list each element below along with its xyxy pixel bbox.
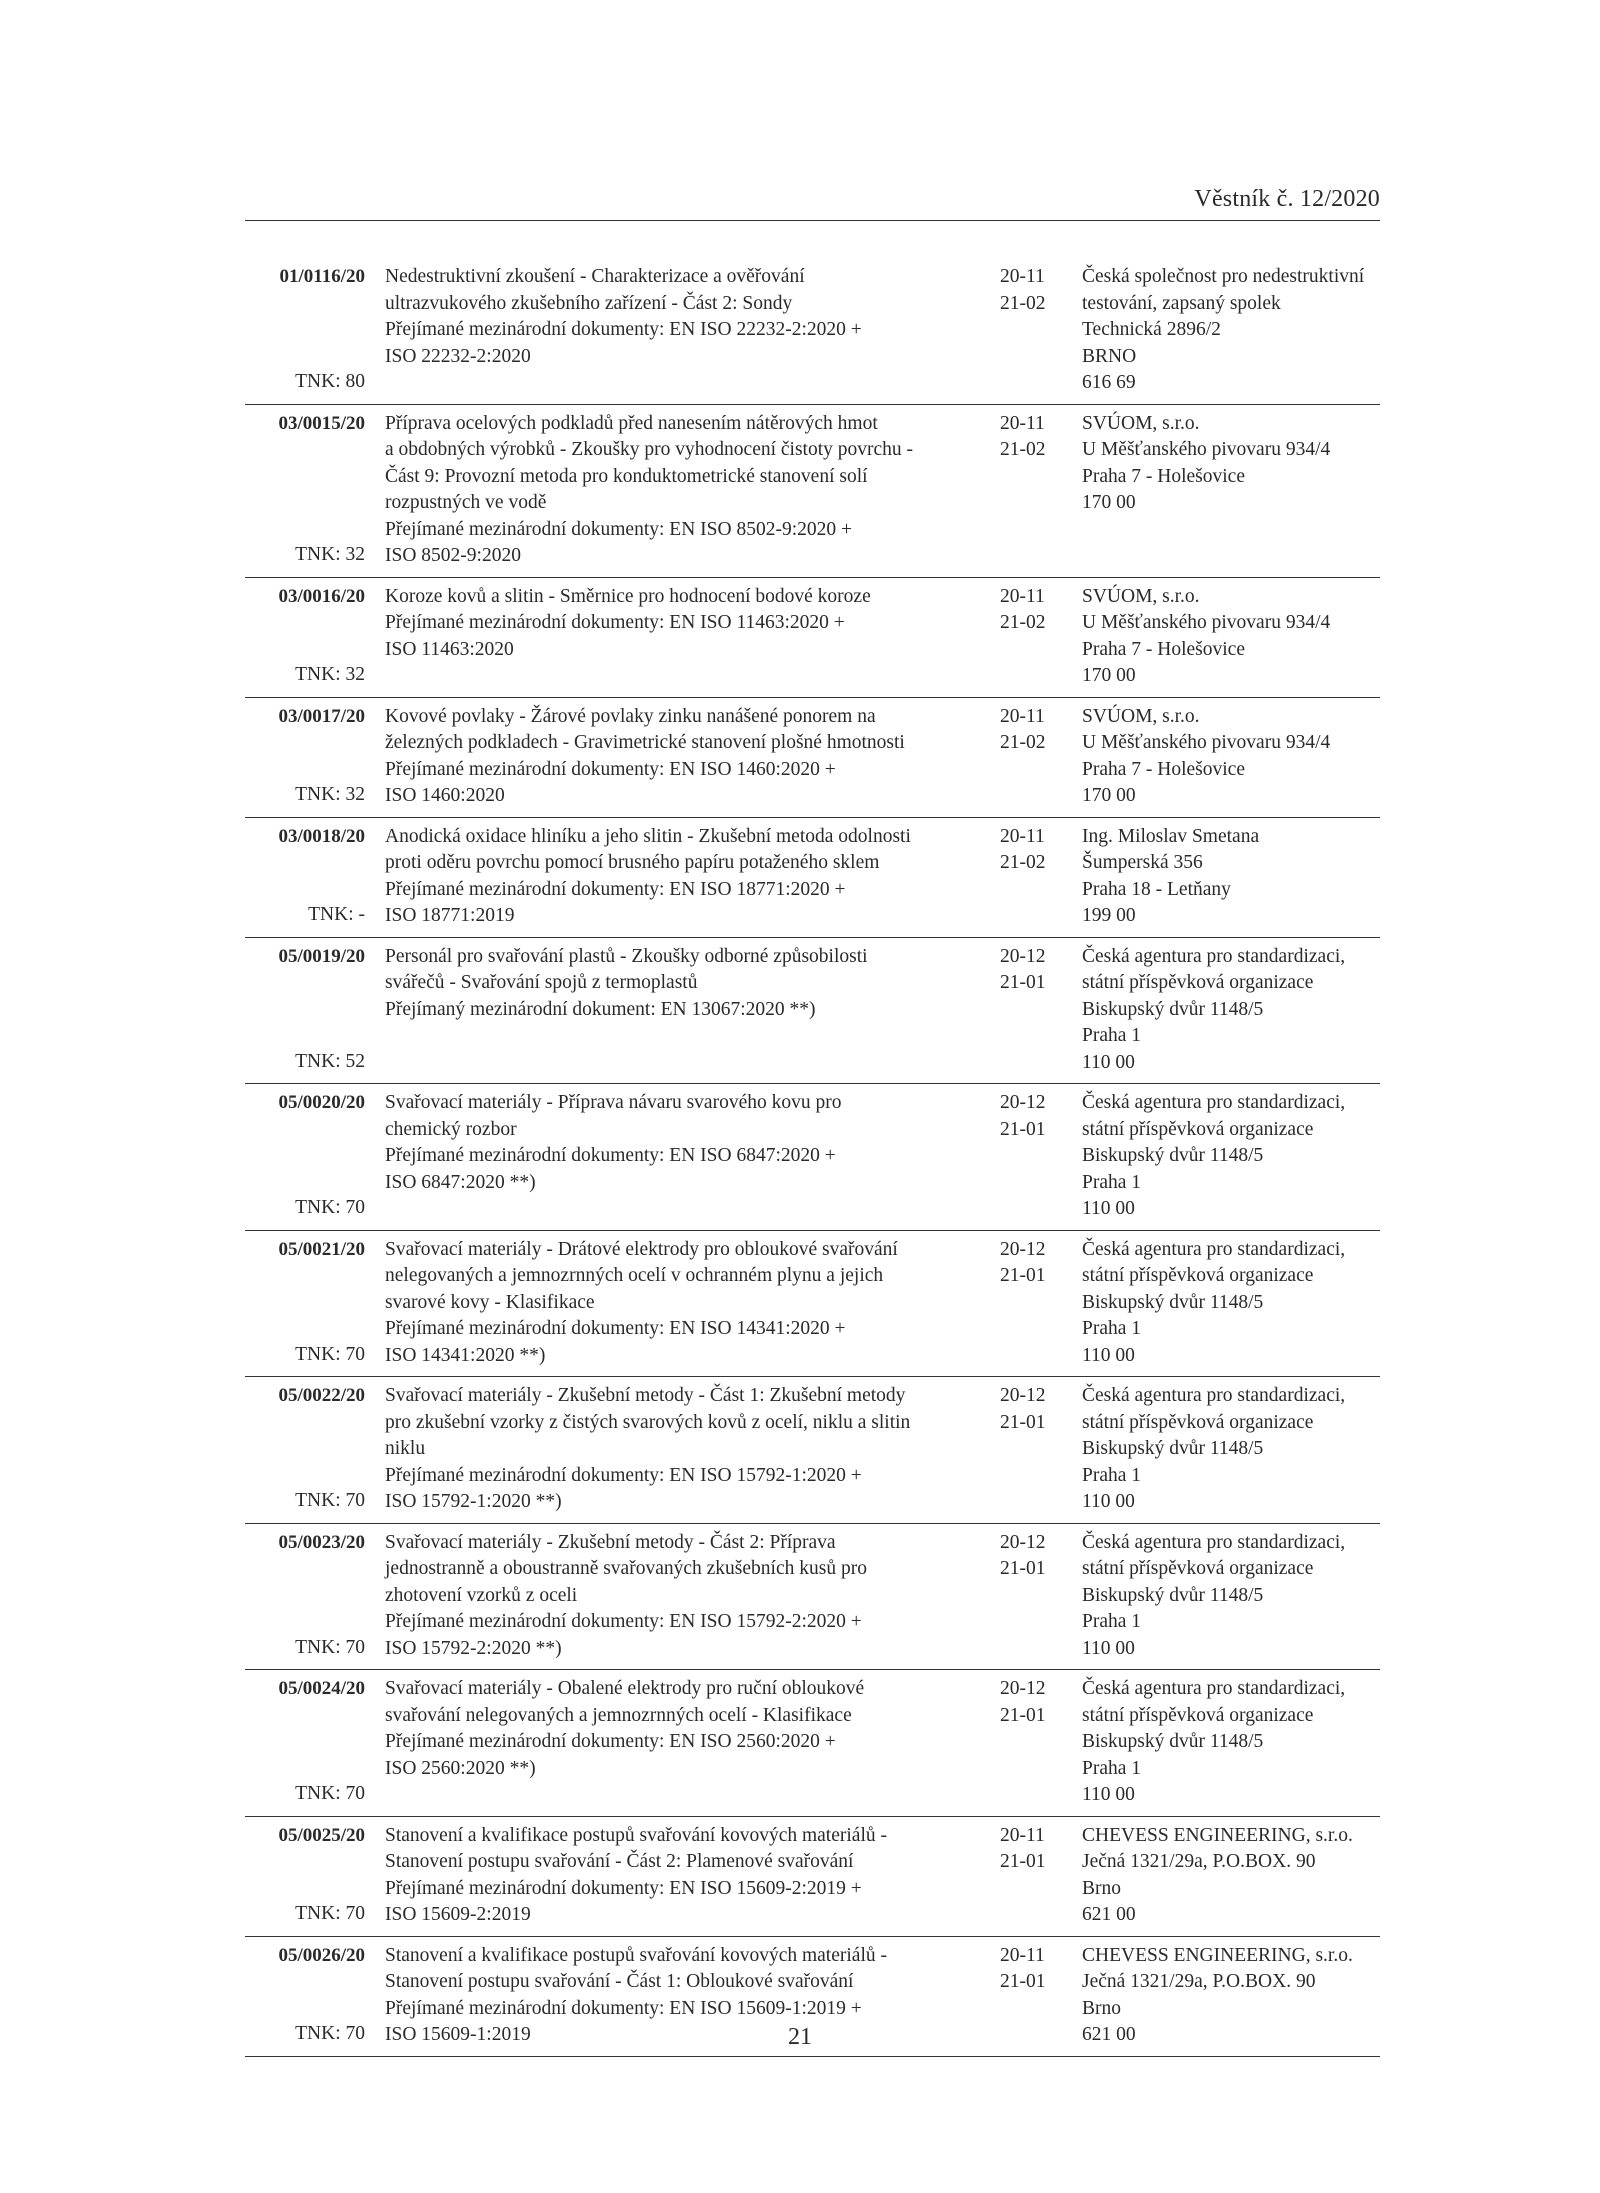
entry-tnk: TNK: 70 xyxy=(295,1783,365,1804)
entry-contact xyxy=(1082,584,1382,690)
date-line: 21-02 xyxy=(1000,292,1046,314)
date-line: 20-12 xyxy=(1000,1238,1046,1260)
entry-description xyxy=(385,944,980,1024)
entry-code: 03/0015/20 xyxy=(278,412,365,434)
entry-dates xyxy=(1000,944,1070,997)
entry-code: 05/0025/20 xyxy=(278,1824,365,1846)
description-line: ISO 6847:2020 **) xyxy=(385,1171,536,1193)
date-line: 20-11 xyxy=(1000,412,1045,434)
entry-dates xyxy=(1000,411,1070,464)
description-line: ISO 15609-1:2019 xyxy=(385,2024,531,2045)
date-line: 20-11 xyxy=(1000,825,1045,847)
entry-contact xyxy=(1082,1383,1382,1516)
description-line: ISO 15792-2:2020 **) xyxy=(385,1637,562,1659)
standards-table xyxy=(245,258,1380,2057)
entry-tnk: TNK: 32 xyxy=(295,544,365,565)
description-line: ISO 2560:2020 **) xyxy=(385,1757,536,1779)
entry-dates xyxy=(1000,1090,1070,1143)
contact-line: Biskupský dvůr 1148/5 xyxy=(1082,1731,1264,1752)
entry-id-cell xyxy=(245,1090,365,1222)
entry-tnk: TNK: 70 xyxy=(295,2023,365,2044)
contact-line: CHEVESS ENGINEERING, s.r.o. xyxy=(1082,1824,1353,1846)
description-line: Svařovací materiály - Zkušební metody - Část 2: Příprava xyxy=(385,1531,836,1553)
entry-code: 05/0021/20 xyxy=(278,1238,365,1260)
date-line: 21-02 xyxy=(1000,732,1046,753)
contact-line: Česká agentura pro standardizaci, xyxy=(1082,1238,1346,1260)
contact-line: státní příspěvková organizace xyxy=(1082,1118,1314,1140)
contact-line: Praha 1 xyxy=(1082,1611,1142,1632)
entry-tnk: TNK: 32 xyxy=(295,664,365,685)
entry-contact xyxy=(1082,1676,1382,1809)
description-line: Koroze kovů a slitin - Směrnice pro hodnocení bodové koroze xyxy=(385,585,871,607)
table-row xyxy=(245,1524,1380,1671)
entry-id-cell xyxy=(245,1383,365,1515)
entry-id-cell xyxy=(245,411,365,569)
contact-line: Česká společnost pro nedestruktivní xyxy=(1082,266,1365,287)
entry-dates xyxy=(1000,1237,1070,1290)
description-line: Přejímané mezinárodní dokumenty: EN ISO 14341:2020 + xyxy=(385,1318,846,1339)
entry-id-cell xyxy=(245,824,365,929)
contact-line: 170 00 xyxy=(1082,492,1136,513)
contact-line: Šumperská 356 xyxy=(1082,852,1203,873)
description-line: Stanovení a kvalifikace postupů svařování kovových materiálů - xyxy=(385,1944,887,1966)
contact-line: Technická 2896/2 xyxy=(1082,319,1221,340)
description-line: niklu xyxy=(385,1438,426,1459)
date-line: 21-01 xyxy=(1000,972,1046,993)
entry-description xyxy=(385,824,980,930)
contact-line: U Měšťanského pivovaru 934/4 xyxy=(1082,612,1331,633)
entry-id-cell xyxy=(245,1237,365,1369)
table-row xyxy=(245,1084,1380,1231)
entry-id-cell xyxy=(245,944,365,1076)
entry-tnk: TNK: 32 xyxy=(295,784,365,805)
date-line: 21-01 xyxy=(1000,1411,1046,1433)
description-line: Stanovení postupu svařování - Část 1: Obloukové svařování xyxy=(385,1971,854,1992)
contact-line: 170 00 xyxy=(1082,665,1136,686)
description-line: Přejímané mezinárodní dokumenty: EN ISO 2560:2020 + xyxy=(385,1731,836,1752)
contact-line: Praha 1 xyxy=(1082,1025,1142,1046)
contact-line: Brno xyxy=(1082,1997,1121,2019)
description-line: ISO 14341:2020 **) xyxy=(385,1344,546,1366)
table-row xyxy=(245,405,1380,578)
table-row xyxy=(245,258,1380,405)
entry-tnk: TNK: - xyxy=(308,904,365,925)
contact-line: Biskupský dvůr 1148/5 xyxy=(1082,1145,1264,1166)
table-row xyxy=(245,1670,1380,1817)
description-line: a obdobných výrobků - Zkoušky pro vyhodnocení čistoty povrchu - xyxy=(385,439,914,460)
entry-contact xyxy=(1082,1090,1382,1223)
contact-line: státní příspěvková organizace xyxy=(1082,1265,1314,1286)
description-line: ISO 8502-9:2020 xyxy=(385,545,521,566)
date-line: 20-11 xyxy=(1000,266,1045,287)
contact-line: Česká agentura pro standardizaci, xyxy=(1082,945,1346,967)
description-line: ISO 15609-2:2019 xyxy=(385,1904,531,1925)
contact-line: Ing. Miloslav Smetana xyxy=(1082,825,1260,847)
description-line: svarové kovy - Klasifikace xyxy=(385,1291,595,1313)
contact-line: 199 00 xyxy=(1082,905,1136,926)
entry-description xyxy=(385,264,980,370)
entry-id-cell xyxy=(245,704,365,809)
date-line: 20-11 xyxy=(1000,585,1045,607)
description-line: Svařovací materiály - Obalené elektrody pro ruční obloukové xyxy=(385,1678,865,1699)
contact-line: Praha 18 - Letňany xyxy=(1082,878,1231,900)
entry-contact xyxy=(1082,1237,1382,1370)
description-line: Přejímané mezinárodní dokumenty: EN ISO 15609-1:2019 + xyxy=(385,1997,862,2019)
description-line: rozpustných ve vodě xyxy=(385,492,547,513)
date-line: 20-12 xyxy=(1000,1092,1046,1113)
entry-contact xyxy=(1082,1530,1382,1663)
date-line: 21-02 xyxy=(1000,612,1046,633)
contact-line: Biskupský dvůr 1148/5 xyxy=(1082,1584,1264,1606)
entry-dates xyxy=(1000,1823,1070,1876)
entry-id-cell xyxy=(245,1676,365,1808)
description-line: Stanovení a kvalifikace postupů svařování kovových materiálů - xyxy=(385,1824,887,1846)
contact-line: 621 00 xyxy=(1082,2024,1136,2045)
description-line: Kovové povlaky - Žárové povlaky zinku nanášené ponorem na xyxy=(385,705,876,727)
description-line: Anodická oxidace hliníku a jeho slitin - Zkušební metoda odolnosti xyxy=(385,825,911,847)
entry-tnk: TNK: 80 xyxy=(295,371,365,392)
date-line: 20-12 xyxy=(1000,1678,1046,1699)
contact-line: státní příspěvková organizace xyxy=(1082,1704,1314,1726)
entry-contact xyxy=(1082,411,1382,517)
contact-line: 110 00 xyxy=(1082,1491,1135,1512)
description-line: Přejímané mezinárodní dokumenty: EN ISO 15792-1:2020 + xyxy=(385,1464,862,1486)
contact-line: 110 00 xyxy=(1082,1198,1135,1219)
description-line: chemický rozbor xyxy=(385,1118,517,1140)
entry-contact xyxy=(1082,704,1382,810)
contact-line: SVÚOM, s.r.o. xyxy=(1082,705,1200,727)
entry-dates xyxy=(1000,704,1070,757)
description-line: Část 9: Provozní metoda pro konduktometrické stanovení solí xyxy=(385,465,868,487)
description-line: Přejímané mezinárodní dokumenty: EN ISO 6847:2020 + xyxy=(385,1145,836,1166)
entry-tnk: TNK: 70 xyxy=(295,1197,365,1218)
contact-line: SVÚOM, s.r.o. xyxy=(1082,585,1200,607)
entry-code: 05/0023/20 xyxy=(278,1531,365,1553)
entry-description xyxy=(385,1823,980,1929)
contact-line: Česká agentura pro standardizaci, xyxy=(1082,1678,1346,1699)
description-line: proti oděru povrchu pomocí brusného papíru potaženého sklem xyxy=(385,852,880,873)
entry-description xyxy=(385,704,980,810)
contact-line: testování, zapsaný spolek xyxy=(1082,292,1281,314)
entry-code: 03/0018/20 xyxy=(278,825,365,847)
date-line: 20-11 xyxy=(1000,1824,1045,1846)
date-line: 20-12 xyxy=(1000,945,1046,967)
entry-dates xyxy=(1000,1530,1070,1583)
contact-line: Česká agentura pro standardizaci, xyxy=(1082,1385,1346,1406)
entry-code: 05/0026/20 xyxy=(278,1944,365,1966)
description-line: ISO 18771:2019 xyxy=(385,905,515,926)
entry-description xyxy=(385,1530,980,1663)
date-line: 20-12 xyxy=(1000,1385,1046,1406)
contact-line: Ječná 1321/29a, P.O.BOX. 90 xyxy=(1082,1971,1316,1992)
page-header xyxy=(245,186,1380,221)
contact-line: Praha 1 xyxy=(1082,1318,1142,1339)
contact-line: 110 00 xyxy=(1082,1637,1135,1659)
entry-code: 01/0116/20 xyxy=(279,266,365,287)
description-line: nelegovaných a jemnozrnných ocelí v ochranném plynu a jejich xyxy=(385,1265,884,1286)
contact-line: 110 00 xyxy=(1082,1051,1135,1073)
contact-line: Biskupský dvůr 1148/5 xyxy=(1082,1438,1264,1459)
contact-line: Ječná 1321/29a, P.O.BOX. 90 xyxy=(1082,1851,1316,1872)
date-line: 21-01 xyxy=(1000,1851,1046,1872)
contact-line: Biskupský dvůr 1148/5 xyxy=(1082,998,1264,1020)
entry-id-cell xyxy=(245,584,365,689)
description-line: Svařovací materiály - Zkušební metody - Část 1: Zkušební metody xyxy=(385,1385,906,1406)
description-line: Přejímané mezinárodní dokumenty: EN ISO 18771:2020 + xyxy=(385,878,846,900)
entry-tnk: TNK: 70 xyxy=(295,1903,365,1924)
entry-contact xyxy=(1082,824,1382,930)
date-line: 21-01 xyxy=(1000,1118,1046,1140)
date-line: 20-11 xyxy=(1000,705,1045,727)
entry-code: 05/0020/20 xyxy=(278,1092,365,1113)
entry-dates xyxy=(1000,1676,1070,1729)
contact-line: státní příspěvková organizace xyxy=(1082,972,1314,993)
description-line: Přejímané mezinárodní dokumenty: EN ISO 22232-2:2020 + xyxy=(385,319,862,340)
entry-tnk: TNK: 70 xyxy=(295,1636,365,1658)
entry-tnk: TNK: 52 xyxy=(295,1050,365,1072)
description-line: zhotovení vzorků z oceli xyxy=(385,1584,578,1606)
description-line: svařování nelegovaných a jemnozrnných ocelí - Klasifikace xyxy=(385,1704,852,1726)
table-row xyxy=(245,938,1380,1085)
date-line: 21-01 xyxy=(1000,1704,1046,1726)
description-line: Přejímané mezinárodní dokumenty: EN ISO 1460:2020 + xyxy=(385,758,836,780)
entry-code: 05/0019/20 xyxy=(278,945,365,967)
entry-description xyxy=(385,1383,980,1516)
contact-line: Praha 7 - Holešovice xyxy=(1082,758,1245,780)
table-row xyxy=(245,1231,1380,1378)
entry-description xyxy=(385,584,980,664)
entry-contact xyxy=(1082,1823,1382,1929)
date-line: 21-01 xyxy=(1000,1971,1046,1992)
contact-line: 110 00 xyxy=(1082,1784,1135,1805)
description-line: Nedestruktivní zkoušení - Charakterizace a ověřování xyxy=(385,266,805,287)
description-line: Přejímané mezinárodní dokumenty: EN ISO 11463:2020 + xyxy=(385,612,845,633)
entry-code: 05/0024/20 xyxy=(278,1678,365,1699)
description-line: železných podkladech - Gravimetrické stanovení plošné hmotnosti xyxy=(385,732,905,753)
description-line: Přejímané mezinárodní dokumenty: EN ISO 15792-2:2020 + xyxy=(385,1611,862,1632)
description-line: ISO 11463:2020 xyxy=(385,638,514,660)
contact-line: CHEVESS ENGINEERING, s.r.o. xyxy=(1082,1944,1353,1966)
description-line: pro zkušební vzorky z čistých svarových kovů z ocelí, niklu a slitin xyxy=(385,1411,911,1433)
contact-line: U Měšťanského pivovaru 934/4 xyxy=(1082,439,1331,460)
entry-code: 05/0022/20 xyxy=(278,1385,365,1406)
description-line: Přejímaný mezinárodní dokument: EN 13067:2020 **) xyxy=(385,998,816,1020)
entry-code: 03/0017/20 xyxy=(278,705,365,727)
contact-line: 170 00 xyxy=(1082,785,1136,806)
table-row xyxy=(245,698,1380,818)
description-line: Stanovení postupu svařování - Část 2: Plamenové svařování xyxy=(385,1851,854,1872)
description-line: ISO 22232-2:2020 xyxy=(385,345,531,367)
entry-id-cell xyxy=(245,1823,365,1928)
contact-line: Brno xyxy=(1082,1877,1121,1899)
description-line: Svařovací materiály - Příprava návaru svarového kovu pro xyxy=(385,1092,842,1113)
entry-description xyxy=(385,1676,980,1782)
contact-line: SVÚOM, s.r.o. xyxy=(1082,412,1200,434)
description-line: ultrazvukového zkušebního zařízení - Část 2: Sondy xyxy=(385,292,793,314)
table-row xyxy=(245,578,1380,698)
entry-description xyxy=(385,411,980,570)
contact-line: Praha 1 xyxy=(1082,1464,1142,1486)
table-row xyxy=(245,1377,1380,1524)
contact-line: Praha 1 xyxy=(1082,1757,1142,1779)
contact-line: státní příspěvková organizace xyxy=(1082,1558,1314,1579)
table-row xyxy=(245,818,1380,938)
entry-id-cell xyxy=(245,264,365,396)
description-line: jednostranně a oboustranně svařovaných zkušebních kusů pro xyxy=(385,1558,867,1579)
entry-dates xyxy=(1000,264,1070,317)
contact-line: 616 69 xyxy=(1082,372,1136,393)
date-line: 21-01 xyxy=(1000,1265,1046,1286)
contact-line: BRNO xyxy=(1082,345,1137,367)
date-line: 20-11 xyxy=(1000,1944,1045,1966)
contact-line: Praha 7 - Holešovice xyxy=(1082,465,1245,487)
entry-code: 03/0016/20 xyxy=(278,585,365,607)
contact-line: státní příspěvková organizace xyxy=(1082,1411,1314,1433)
contact-line: U Měšťanského pivovaru 934/4 xyxy=(1082,732,1331,753)
description-line: Personál pro svařování plastů - Zkoušky odborné způsobilosti xyxy=(385,945,868,967)
contact-line: 110 00 xyxy=(1082,1344,1135,1366)
description-line: Svařovací materiály - Drátové elektrody pro obloukové svařování xyxy=(385,1238,898,1260)
entry-dates xyxy=(1000,1943,1070,1996)
entry-tnk: TNK: 70 xyxy=(295,1490,365,1511)
contact-line: Biskupský dvůr 1148/5 xyxy=(1082,1291,1264,1313)
entry-dates xyxy=(1000,824,1070,877)
entry-tnk: TNK: 70 xyxy=(295,1343,365,1365)
entry-description xyxy=(385,1237,980,1370)
entry-dates xyxy=(1000,584,1070,637)
table-row xyxy=(245,1817,1380,1937)
description-line: svářečů - Svařování spojů z termoplastů xyxy=(385,972,698,993)
entry-id-cell xyxy=(245,1530,365,1662)
contact-line: Praha 7 - Holešovice xyxy=(1082,638,1245,660)
contact-line: 621 00 xyxy=(1082,1904,1136,1925)
date-line: 21-02 xyxy=(1000,439,1046,460)
contact-line: Česká agentura pro standardizaci, xyxy=(1082,1092,1346,1113)
contact-line: Česká agentura pro standardizaci, xyxy=(1082,1531,1346,1553)
page-number: 21 xyxy=(788,2024,812,2050)
date-line: 20-12 xyxy=(1000,1531,1046,1553)
entry-dates xyxy=(1000,1383,1070,1436)
description-line: Přejímané mezinárodní dokumenty: EN ISO 8502-9:2020 + xyxy=(385,518,853,540)
description-line: ISO 1460:2020 xyxy=(385,785,505,806)
bulletin-title: Věstník č. 12/2020 xyxy=(1194,186,1380,212)
date-line: 21-01 xyxy=(1000,1558,1046,1579)
description-line: Příprava ocelových podkladů před nanesením nátěrových hmot xyxy=(385,412,878,434)
date-line: 21-02 xyxy=(1000,852,1046,873)
description-line: Přejímané mezinárodní dokumenty: EN ISO 15609-2:2019 + xyxy=(385,1877,862,1899)
contact-line: Praha 1 xyxy=(1082,1171,1142,1193)
entry-description xyxy=(385,1090,980,1196)
description-line: ISO 15792-1:2020 **) xyxy=(385,1491,562,1512)
entry-contact xyxy=(1082,944,1382,1077)
entry-contact xyxy=(1082,264,1382,397)
